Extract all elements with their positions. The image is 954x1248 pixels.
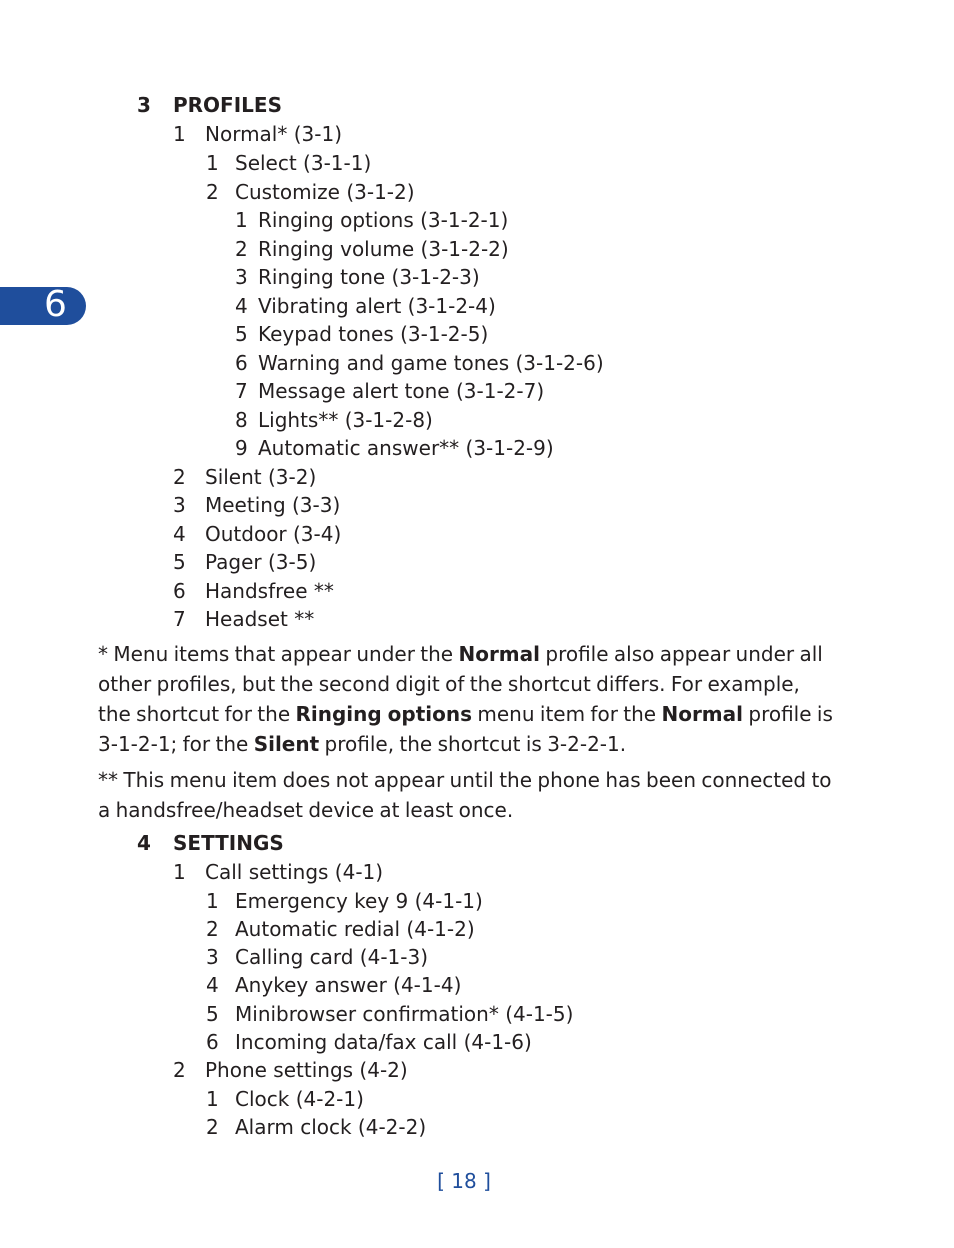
item-number: 8 — [235, 408, 248, 432]
item-text: Automatic redial (4-1-2) — [235, 917, 475, 941]
item-text: Message alert tone (3-1-2-7) — [258, 379, 545, 403]
footnote-handsfree: ** This menu item does not appear until the phone has been connected to a handsfree/headset device at least once. — [98, 768, 832, 822]
item-number: 1 — [206, 1087, 219, 1111]
item-number: 6 — [206, 1030, 219, 1054]
item-number: 5 — [235, 322, 248, 346]
item-text: Clock (4-2-1) — [235, 1087, 364, 1111]
item-number: 7 — [173, 607, 186, 631]
item-number: 1 — [206, 151, 219, 175]
item-number: 2 — [173, 465, 186, 489]
item-text: Calling card (4-1-3) — [235, 945, 429, 969]
item-number: 1 — [173, 860, 186, 884]
note-bold: Ringing options — [295, 702, 473, 726]
item-number: 1 — [235, 208, 248, 232]
item-text: Lights** (3-1-2-8) — [258, 408, 433, 432]
item-number: 3 — [173, 493, 186, 517]
footnote-normal-profile — [98, 639, 838, 759]
item-text: Minibrowser confirmation* (4-1-5) — [235, 1002, 574, 1026]
page-number: [ 18 ] — [437, 1169, 491, 1193]
item-number: 4 — [173, 522, 186, 546]
item-text: Outdoor (3-4) — [205, 522, 342, 546]
item-number: 6 — [173, 579, 186, 603]
item-text: Ringing options (3-1-2-1) — [258, 208, 509, 232]
item-text: Ringing volume (3-1-2-2) — [258, 237, 509, 261]
item-number: 9 — [235, 436, 248, 460]
item-text: Meeting (3-3) — [205, 493, 341, 517]
item-number: 3 — [235, 265, 248, 289]
heading-text: SETTINGS — [173, 831, 284, 855]
item-text: Emergency key 9 (4-1-1) — [235, 889, 483, 913]
item-text: Handsfree ** — [205, 579, 334, 603]
chapter-tab — [0, 284, 86, 325]
item-text: Alarm clock (4-2-2) — [235, 1115, 427, 1139]
item-text: Ringing tone (3-1-2-3) — [258, 265, 480, 289]
heading-number: 4 — [137, 831, 151, 855]
note-text: * Menu items that appear under the — [98, 642, 459, 666]
item-number: 4 — [206, 973, 219, 997]
item-number: 5 — [206, 1002, 219, 1026]
item-number: 2 — [206, 1115, 219, 1139]
item-number: 2 — [173, 1058, 186, 1082]
item-text: Customize (3-1-2) — [235, 180, 415, 204]
item-number: 7 — [235, 379, 248, 403]
note-text: profile, the shortcut is 3-2-2-1. — [319, 732, 627, 756]
note-text: menu item for the — [472, 702, 662, 726]
heading-text: PROFILES — [173, 93, 282, 117]
item-text: Call settings (4-1) — [205, 860, 384, 884]
item-text: Vibrating alert (3-1-2-4) — [258, 294, 496, 318]
heading-number: 3 — [137, 93, 151, 117]
item-text: Anykey answer (4-1-4) — [235, 973, 462, 997]
note-bold: Normal — [458, 642, 541, 666]
item-text: Keypad tones (3-1-2-5) — [258, 322, 489, 346]
chapter-number: 6 — [44, 284, 67, 325]
item-number: 2 — [206, 917, 219, 941]
note-bold: Silent — [253, 732, 320, 756]
item-number: 1 — [173, 122, 186, 146]
note-bold: Normal — [661, 702, 744, 726]
item-text: Normal* (3-1) — [205, 122, 342, 146]
note-text: profile is 3-1-2-1; for the — [98, 702, 833, 756]
item-number: 3 — [206, 945, 219, 969]
item-number: 2 — [235, 237, 248, 261]
item-text: Incoming data/fax call (4-1-6) — [235, 1030, 532, 1054]
item-text: Phone settings (4-2) — [205, 1058, 408, 1082]
item-text: Select (3-1-1) — [235, 151, 372, 175]
item-number: 5 — [173, 550, 186, 574]
item-text: Warning and game tones (3-1-2-6) — [258, 351, 604, 375]
item-text: Pager (3-5) — [205, 550, 317, 574]
item-number: 6 — [235, 351, 248, 375]
item-text: Automatic answer** (3-1-2-9) — [258, 436, 554, 460]
item-number: 2 — [206, 180, 219, 204]
item-text: Silent (3-2) — [205, 465, 317, 489]
item-number: 4 — [235, 294, 248, 318]
item-text: Headset ** — [205, 607, 315, 631]
note-text: profile also appear under all other profiles, but the second digit of the shortcut differs. For example, the shortcut for the — [98, 642, 823, 726]
item-number: 1 — [206, 889, 219, 913]
